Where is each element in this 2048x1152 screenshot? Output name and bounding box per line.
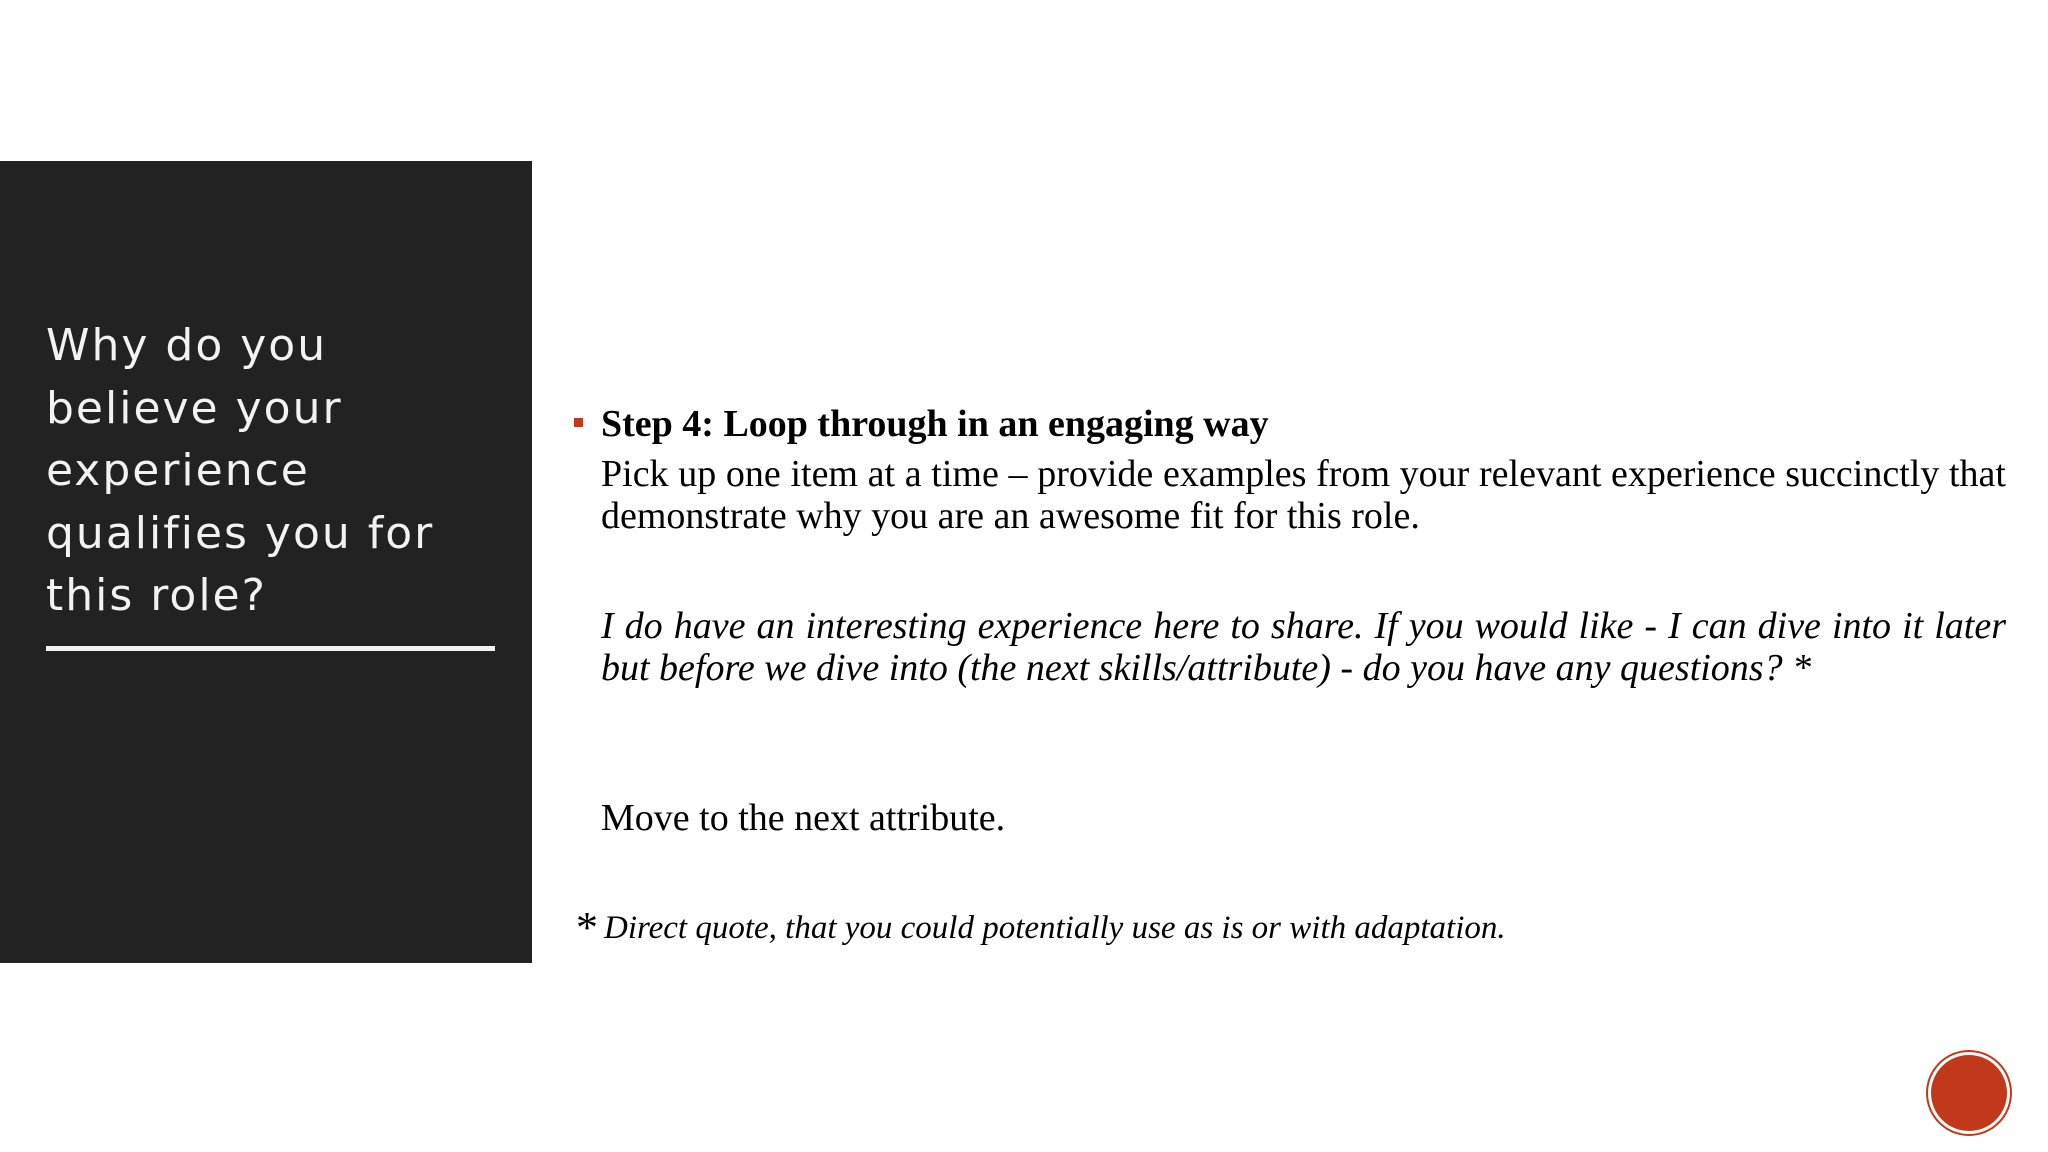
paragraph-examples: Pick up one item at a time – provide examples from your relevant experience succinctly that demonstrate why you are an awesome fit for this role. (601, 453, 2006, 537)
slide-title: Why do you believe your experience qualifies you for this role? (46, 320, 435, 621)
footnote (576, 902, 1506, 953)
step-heading: Step 4: Loop through in an engaging way (601, 403, 1269, 445)
sidebar-panel (0, 161, 532, 963)
slide-nav-circle-button[interactable] (1931, 1055, 2007, 1131)
title-underline (46, 646, 495, 651)
footnote-text: Direct quote, that you could potentially use as is or with adaptation. (604, 910, 1506, 946)
footnote-asterisk: * (576, 903, 598, 952)
paragraph-next-attribute: Move to the next attribute. (601, 797, 1006, 839)
paragraph-quote: I do have an interesting experience here to share. If you would like - I can dive into it later but before we dive into (the next skills/attribute) - do you have any questions? * (601, 605, 2006, 689)
bullet-square-icon (574, 418, 583, 427)
